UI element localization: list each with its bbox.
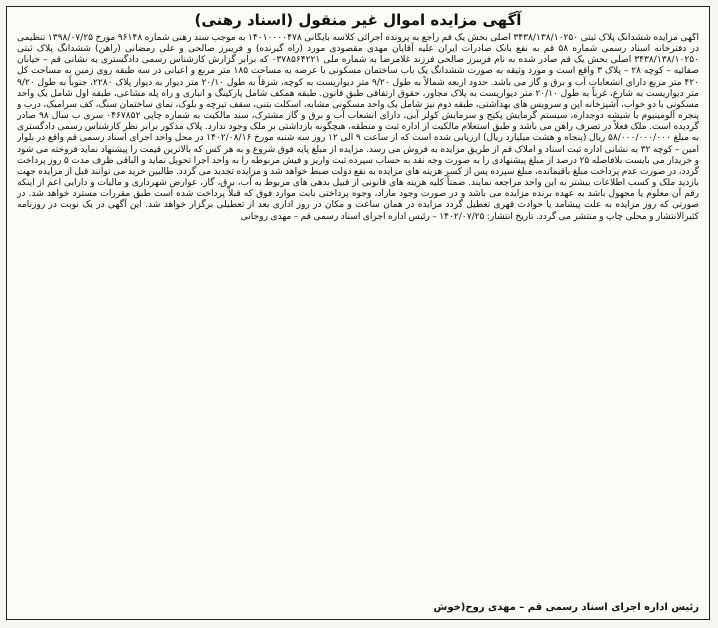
notice-frame — [6, 6, 710, 620]
notice-body: آگهی مزایده ششدانگ پلاک ثبتی ۳۴۳۸/۱۳۸/۱۰۲۵۰ اصلی بخش یک قم راجع به پرونده اجرائی کلاسه بایگانی ۱۴۰۱۰۰۰۰۴۷۸ به موجب سند رهنی شماره ۹۶۱۴۸ مورخ ۱۳۹۸/۰۷/۲۵ تنظیمی در دفترخانه اسناد رسمی شماره ۵۸ قم به نفع بانک صادرات ایران علیه آقایان مهدی مقصودی مورد (راه گیرنده) و فریبرز صالحی و علی رمضانی (راهن) ششدانگ پلاک ثبتی ۳۴۳۸/۱۳۸/۱۰۲۵۰ اصلی بخش یک قم صادر شده به نام فریبرز صالحی فرزند غلامرضا به شماره ملی ۰۳۷۸۵۶۴۲۲۱ که برابر گزارش کارشناس رسمی دادگستری به نشانی قم – خیابان صفائیه – کوچه ۲۸ – پلاک ۳ واقع است و مورد وثیقه به صورت ششدانگ یک باب ساختمان مسکونی با عرصه به مساحت ۱۸۵ متر مربع و اعیانی در سه طبقه روی زمین به مساحت کل ۴۲۰ متر مربع دارای انشعابات آب و برق و گاز می باشد. حدود اربعه شمالاً به طول ۹/۲۰ متر دیواریست به کوچه، شرقاً به طول ۲۰/۱۰ متر دیوار به دیوار پلاک ۲۲۸۰، جنوباً به طول ۹/۲۰ متر دیواریست به شارع، غرباً به طول ۲۰/۱۰ متر دیواریست به پلاک مجاور، حقوق ارتفاقی طبق قانون. طبقه همکف شامل پارکینگ و انباری و راه پله مشاعی، طبقه اول شامل یک واحد مسکونی با دو خواب، آشپزخانه اپن و سرویس های بهداشتی، طبقه دوم نیز شامل یک واحد مسکونی مشابه، اسکلت بتنی، سقف تیرچه و بلوک، نمای ساختمان سنگ، کف سرامیک، درب و پنجره آلومینیوم با شیشه دوجداره، سیستم گرمایش پکیج و سرمایش کولر آبی، دارای انشعاب آب و برق و گاز مشترک، سند مالکیت به شماره چاپی ۰۴۶۷۸۵۲ سری ب سال ۹۸ صادر گردیده است. ملک فعلاً در تصرف راهن می باشد و طبق استعلام مالکیت از اداره ثبت و منطقه، هیچگونه بازداشتی بر ملک وجود ندارد. پلاک مذکور برابر نظر کارشناس رسمی دادگستری به مبلغ ۵۸/۰۰۰/۰۰۰/۰۰۰ ریال (پنجاه و هشت میلیارد ریال) ارزیابی شده است که از ساعت ۹ الی ۱۲ روز سه شنبه مورخ ۱۴۰۲/۰۸/۱۶ در محل واحد اجرای اسناد رسمی قم واقع در بلوار امین – کوچه ۳۲ به نشانی اداره ثبت اسناد و املاک قم از طریق مزایده به فروش می رسد. مزایده از مبلغ پایه فوق شروع و به هر کس که بالاترین قیمت را پیشنهاد نماید فروخته می شود و خریدار می بایست بلافاصله ۲۵ درصد از مبلغ پیشنهادی را به صورت وجه نقد به حساب سپرده ثبت واریز و فیش مربوطه را به واحد اجرا تحویل نماید و الباقی ظرف مدت ۵ روز پرداخت گردد، در صورت عدم پرداخت مبلغ باقیمانده، مبلغ سپرده پس از کسر هزینه های مزایده به نفع دولت ضبط خواهد شد و مزایده تجدید می گردد. طالبین خرید می توانند قبل از مزایده جهت بازدید ملک و کسب اطلاعات بیشتر به این واحد مراجعه نمایند. ضمناً کلیه هزینه های قانونی از قبیل بدهی های مربوط به آب، برق، گاز، عوارض شهرداری و مالیات و دارایی اعم از اینکه رقم آن معلوم یا مجهول باشد به عهده برنده مزایده می باشد و در صورت وجود مازاد، وجوه پرداختی بابت موارد فوق که قبلاً پرداخت شده است طبق مقررات مسترد خواهد شد. در صورتی که روز مزایده به علت پیشامد یا حوادث قهری تعطیل گردد مزایده در همان ساعت و مکان در روز اداری بعد از تعطیلی برگزار خواهد شد. این آگهی در یک نوبت در روزنامه کثیرالانتشار و محلی چاپ و منتشر می گردد. تاریخ انتشار: ۱۴۰۲/۰۷/۲۵ – رئیس اداره اجرای اسناد رسمی قم – مهدی روحانی — [17, 33, 699, 222]
notice-signature: رئیس اداره اجرای اسناد رسمی قم – مهدی روح(خوش — [433, 602, 699, 613]
notice-title: آگهی مزایده اموال غیر منقول (اسناد رهنی) — [194, 11, 522, 29]
